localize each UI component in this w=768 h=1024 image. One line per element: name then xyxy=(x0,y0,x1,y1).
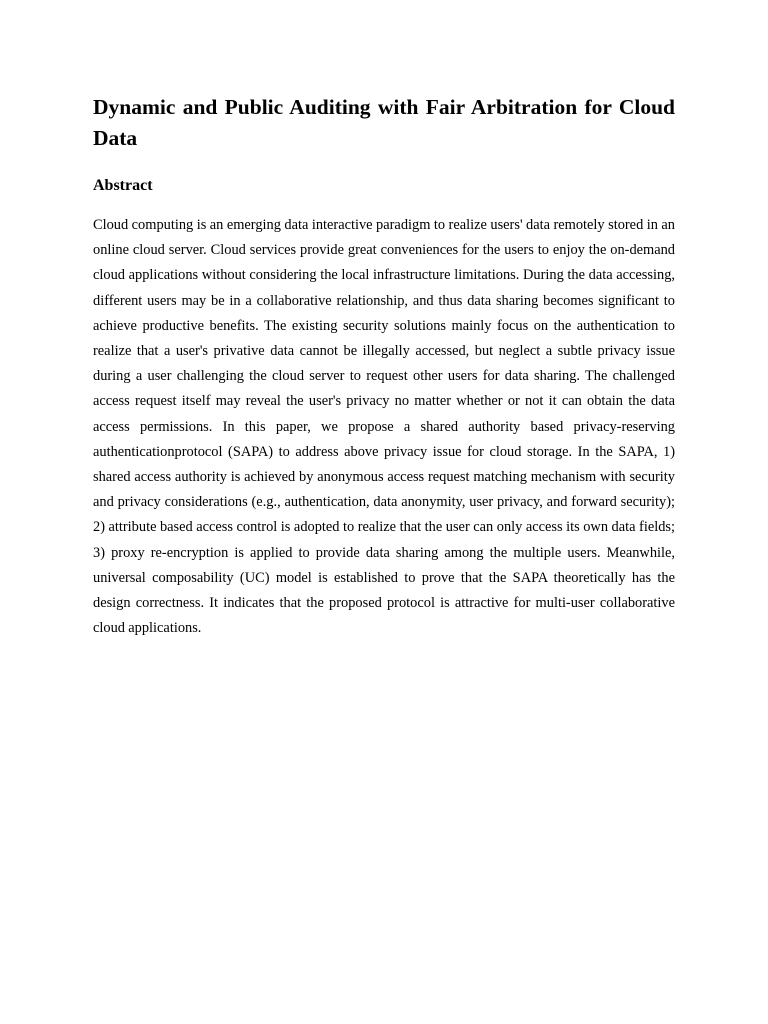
abstract-paragraph: Cloud computing is an emerging data interactive paradigm to realize users' data remotely stored in an online cloud server. Cloud services provide great conveniences for the users to enjoy the on-demand cloud applications without considering the local infrastructure limitations. During the data accessing, different users may be in a collaborative relationship, and thus data sharing becomes significant to achieve productive benefits. The existing security solutions mainly focus on the authentication to realize that a user's privative data cannot be illegally accessed, but neglect a subtle privacy issue during a user challenging the cloud server to request other users for data sharing. The challenged access request itself may reveal the user's privacy no matter whether or not it can obtain the data access permissions. In this paper, we propose a shared authority based privacy-reserving authenticationprotocol (SAPA) to address above privacy issue for cloud storage. In the SAPA, 1) shared access authority is achieved by anonymous access request matching mechanism with security and privacy considerations (e.g., authentication, data anonymity, user privacy, and forward security); 2) attribute based access control is adopted to realize that the user can only access its own data fields; 3) proxy re-encryption is applied to provide data sharing among the multiple users. Meanwhile, universal composability (UC) model is established to prove that the SAPA theoretically has the design correctness. It indicates that the proposed protocol is attractive for multi-user collaborative cloud applications. xyxy=(93,217,675,637)
paper-title: Dynamic and Public Auditing with Fair Arbitration for Cloud Data xyxy=(93,95,675,150)
abstract-heading: Abstract xyxy=(93,177,153,194)
